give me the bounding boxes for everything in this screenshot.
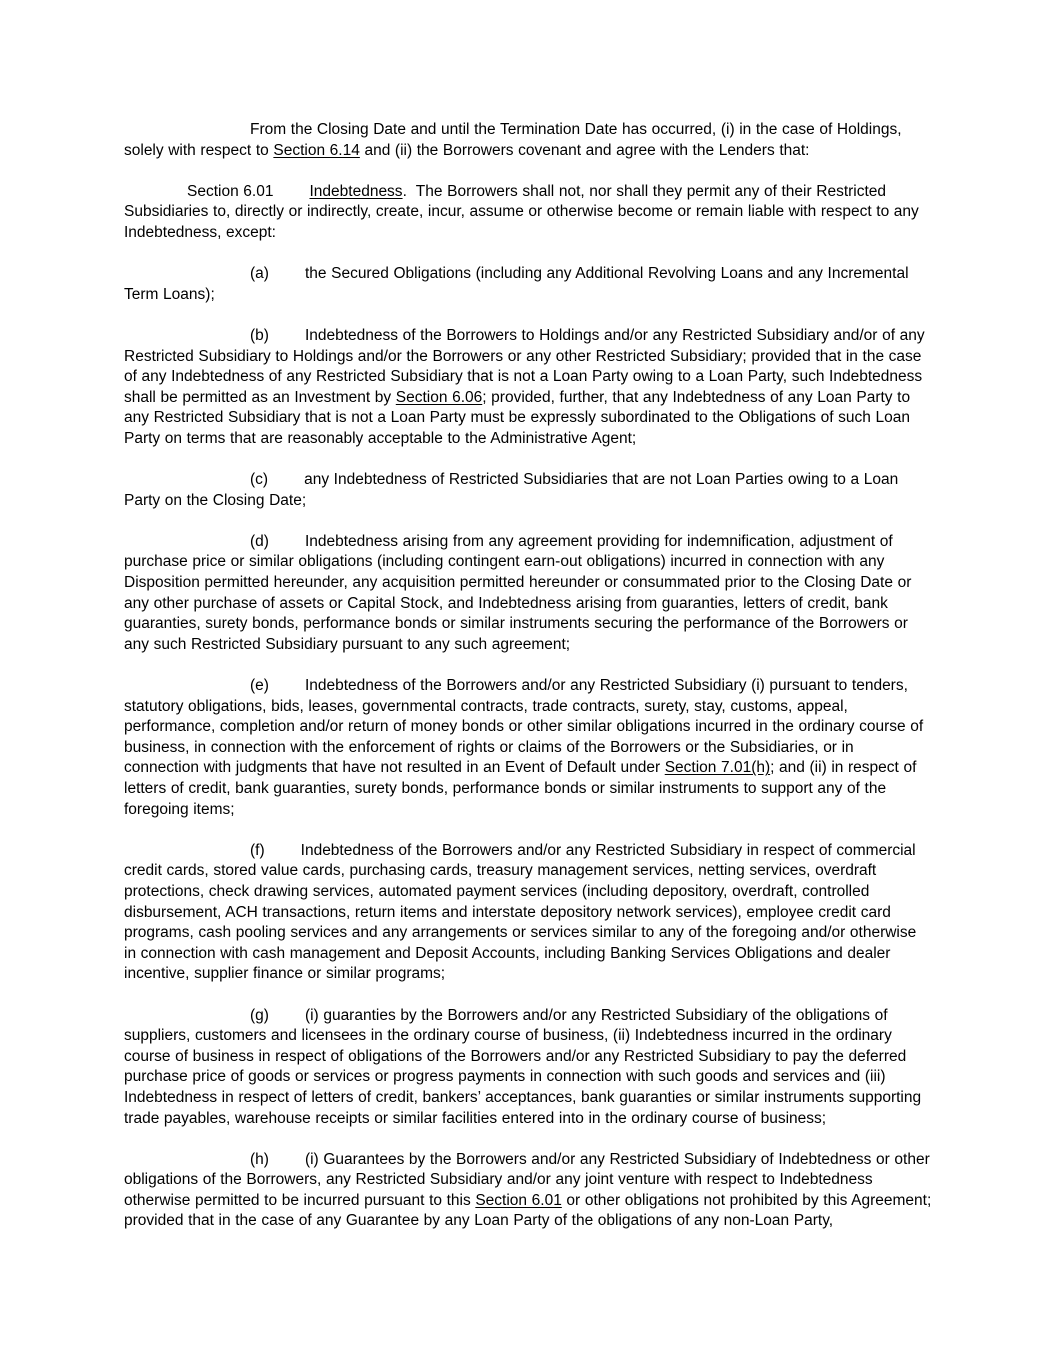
text-run: (d) — [250, 532, 269, 550]
text-run: (g) — [250, 1006, 269, 1024]
text-run: (f) — [250, 841, 265, 859]
section-reference: Section 6.06 — [395, 388, 483, 406]
paragraph-clause-c — [124, 470, 932, 511]
text-run: or other obligations not prohibited by this Agreement; provided that in the case of any Guarantee by any Loan Party of the obligations of any non-Loan Party, — [124, 1191, 932, 1230]
text-run: the Secured Obligations (including any Additional Revolving Loans and any Incremental Term Loans); — [124, 265, 909, 303]
text-run: (i) Guarantees by the Borrowers and/or any Restricted Subsidiary of Indebtedness or other obligations of the Borrowers, any Restricted Subsidiary and/or any joint venture with respect to Indebtedness otherwise permitted to be incurred pursuant to this — [124, 1150, 930, 1209]
paragraph-clause-h — [124, 1150, 932, 1232]
paragraph-clause-f — [124, 841, 932, 985]
text-run: . The Borrowers shall not, nor shall they permit any of their Restricted Subsidiaries to, directly or indirectly, create, incur, assume or otherwise become or remain liable with respect to any Indebtedness, except: — [124, 182, 919, 241]
section-reference: Section 7.01(h) — [664, 759, 771, 777]
text-run: Section 6.01 — [187, 182, 274, 200]
paragraph-clause-a — [124, 264, 932, 305]
text-run: Indebtedness arising from any agreement providing for indemnification, adjustment of purchase price or similar obligations (including contingent earn-out obligations) incurred in connection with any Disposition permitted hereunder, any acquisition permitted hereunder or consummated prior to the Closing Date or any other purchase of assets or Capital Stock, and Indebtedness arising from guaranties, letters of credit, bank guaranties, surety bonds, performance bonds or similar instruments securing the performance of the Borrowers or any such Restricted Subsidiary pursuant to any such agreement; — [124, 532, 912, 653]
text-run: and (ii) the Borrowers covenant and agree with the Lenders that: — [359, 141, 810, 159]
document-body — [124, 120, 932, 1253]
paragraph-section-6-01 — [124, 182, 932, 244]
text-run: (b) — [250, 326, 269, 344]
text-run: Indebtedness of the Borrowers and/or any Restricted Subsidiary in respect of commercial credit cards, stored value cards, purchasing cards, treasury management services, netting services, overdraft protections, check drawing services, automated payment services (including depository, overdraft, controlled disbursement, ACH transactions, return items and interstate depository network services), employee credit card programs, cash pooling services and any arrangements or services similar to any of the foregoing and/or otherwise in connection with cash management and Deposit Accounts, including Banking Services Obligations and dealer incentive, supplier finance or similar programs; — [124, 841, 917, 983]
text-run: (h) — [250, 1150, 269, 1168]
section-reference: Section 6.01 — [475, 1191, 562, 1209]
paragraph-clause-e — [124, 676, 932, 820]
text-run: Indebtedness of the Borrowers to Holdings and/or any Restricted Subsidiary and/or of any Restricted Subsidiary to Holdings and/or the Borrowers or any other Restricted Subsidiary; provided that in the case of any Indebtedness of any Restricted Subsidiary that is not a Loan Party owing to a Loan Party, such Indebtedness shall be permitted as an Investment by — [124, 326, 925, 406]
text-run: (i) guaranties by the Borrowers and/or any Restricted Subsidiary of the obligations of suppliers, customers and licensees in the ordinary course of business, (ii) Indebtedness incurred in the ordinary course of business in respect of obligations of the Borrowers and/or any Restricted Subsidiary to pay the deferred purchase price of goods or services or progress payments in connection with such goods and services and (iii) Indebtedness in respect of letters of credit, bankers’ acceptances, bank guaranties or similar instruments supporting trade payables, warehouse receipts or similar facilities entered into in the ordinary course of business; — [124, 1006, 922, 1127]
paragraph-clause-b — [124, 326, 932, 450]
text-run: From the Closing Date and until the Termination Date has occurred, (i) in the case of Holdings, solely with respect to — [124, 121, 902, 159]
text-run: (e) — [250, 677, 269, 695]
section-reference: Section 6.14 — [273, 141, 360, 159]
text-run: Indebtedness of the Borrowers and/or any Restricted Subsidiary (i) pursuant to tenders, statutory obligations, bids, leases, governmental contracts, trade contracts, surety, stay, customs, appeal, performance, completion and/or return of money bonds or other similar obligations incurred in the ordinary course of business, in connection with the enforcement of rights or claims of the Borrowers or the Subsidiaries, or in connection with judgments that have not resulted in an Event of Default under — [124, 677, 924, 777]
paragraph-clause-g — [124, 1006, 932, 1130]
paragraph-clause-d — [124, 532, 932, 656]
text-run: ; provided, further, that any Indebtedness of any Loan Party to any Restricted Subsidiary that is not a Loan Party must be expressly subordinated to the Obligations of such Loan Party on terms that are reasonably acceptable to the Administrative Agent; — [124, 388, 911, 447]
text-run: (c) — [250, 471, 269, 489]
text-run: (a) — [250, 265, 269, 283]
text-run: any Indebtedness of Restricted Subsidiaries that are not Loan Parties owing to a Loan Party on the Closing Date; — [124, 471, 899, 509]
paragraph-preamble — [124, 120, 932, 161]
section-reference: Indebtedness — [309, 182, 403, 200]
text-run: ; and (ii) in respect of letters of credit, bank guaranties, surety bonds, performance bonds or similar instruments to support any of the foregoing items; — [124, 759, 917, 818]
